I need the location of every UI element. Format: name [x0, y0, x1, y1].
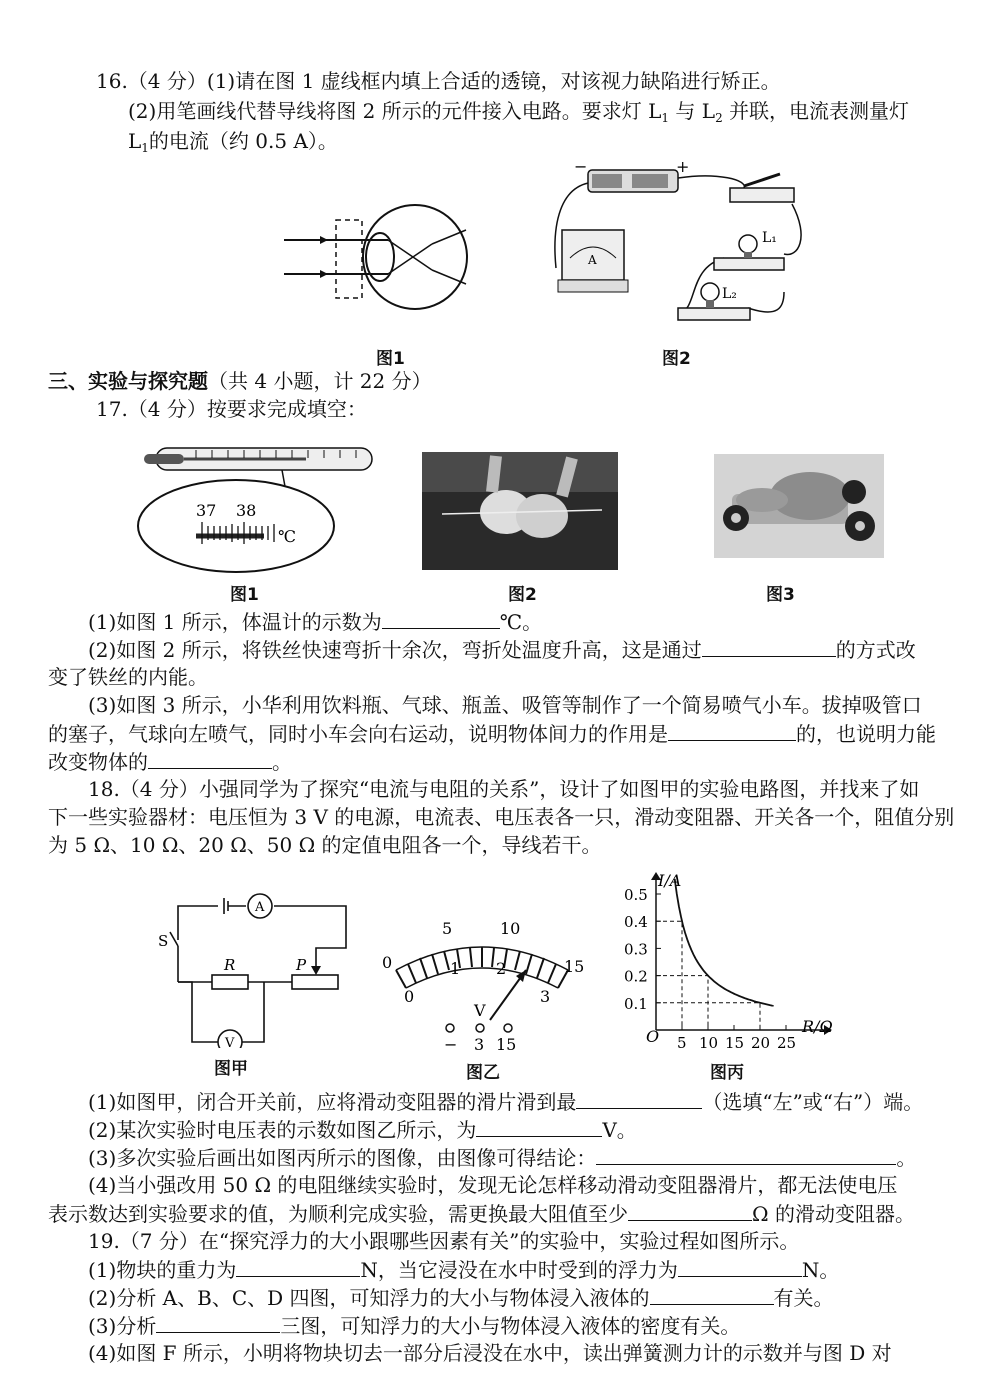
q19-p2: (2)分析 A、B、C、D 四图，可知浮力的大小与物体浸入液体的 有关。	[88, 1286, 834, 1310]
q18-blank-3[interactable]	[596, 1144, 896, 1165]
q17-p1: (1)如图 1 所示，体温计的示数为 ℃。	[88, 610, 543, 634]
terminal-15: 15	[496, 1035, 517, 1054]
ammeter	[558, 230, 628, 292]
y-tick-label: 0.4	[624, 913, 648, 932]
q17-blank-2[interactable]	[702, 636, 836, 657]
dial-upper-0: 0	[382, 953, 393, 972]
magnifier-bubble	[138, 480, 334, 572]
q17-intro: 17.（4 分）按要求完成填空：	[96, 397, 367, 421]
q19-blank-3[interactable]	[650, 1284, 774, 1305]
q18-figC-caption: 图丙	[710, 1063, 744, 1083]
q18-p2: (2)某次实验时电压表的示数如图乙所示，为 V。	[88, 1118, 637, 1142]
q19-p1: (1)物块的重力为 N，当它浸没在水中时受到的浮力为 N。	[88, 1258, 840, 1282]
lamp-l1	[714, 230, 784, 270]
data-point	[733, 993, 735, 995]
dial-lower-1: 1	[450, 959, 461, 978]
x-tick-label: 25	[777, 1034, 797, 1052]
thermometer-figure	[136, 440, 386, 580]
circuit-diagram	[156, 888, 356, 1048]
l2-label: L₂	[722, 286, 737, 302]
q17-p2: (2)如图 2 所示，将铁丝快速弯折十余次，弯折处温度升高，这是通过 的方式改	[88, 638, 916, 662]
data-point	[772, 1005, 774, 1007]
dial-lower-2: 2	[496, 959, 507, 978]
q16-fig2-caption: 图2	[662, 349, 691, 369]
dial-lower-0: 0	[404, 987, 415, 1006]
eye-diagram	[280, 200, 480, 325]
q19-blank-4[interactable]	[156, 1312, 280, 1333]
y-tick-label: 0.1	[624, 994, 648, 1013]
q19-p3: (3)分析 三图，可知浮力的大小与物体浸入液体的密度有关。	[88, 1314, 741, 1338]
chart-ylabel: I/A	[658, 871, 682, 890]
voltmeter-dial	[378, 912, 588, 1054]
bending-wire-photo	[422, 452, 618, 570]
q18-p1: (1)如图甲，闭合开关前，应将滑动变阻器的滑片滑到最 （选填“左”或“右”）端。	[88, 1090, 924, 1114]
q16-fig1-caption: 图1	[376, 349, 405, 369]
x-tick-label: 5	[677, 1034, 687, 1052]
data-point	[759, 1002, 761, 1004]
circuit-s-label: S	[158, 932, 169, 950]
circuit-a-label: A	[255, 900, 265, 915]
battery-minus: −	[574, 158, 588, 176]
circuit-components	[548, 158, 808, 326]
y-tick-label: 0.3	[624, 940, 648, 959]
q17-p3-cont: 的塞子，气球向左喷气，同时小车会向右运动，说明物体间力的作用是 的，也说明力能	[48, 722, 936, 746]
q17-p2-cont: 变了铁丝的内能。	[48, 665, 208, 689]
q17-fig2-caption: 图2	[508, 585, 537, 605]
switch[interactable]	[730, 174, 794, 202]
q19-blank-2[interactable]	[678, 1256, 802, 1277]
q18-line1: 18.（4 分）小强同学为了探究“电流与电阻的关系”，设计了如图甲的实验电路图，并找来了如	[88, 777, 920, 801]
dial-lower-3: 3	[540, 987, 551, 1006]
series-curve	[675, 879, 773, 1006]
q19-blank-1[interactable]	[236, 1256, 360, 1277]
q18-figB-caption: 图乙	[466, 1063, 500, 1083]
terminal-minus: −	[444, 1035, 458, 1054]
dial-upper-15: 15	[564, 957, 585, 976]
q17-fig1-caption: 图1	[230, 585, 259, 605]
q18-p4: (4)当小强改用 50 Ω 的电阻继续实验时，发现无论怎样移动滑动变阻器滑片，都无法使电压	[88, 1173, 898, 1197]
q18-p3: (3)多次实验后画出如图丙所示的图像，由图像可得结论： 。	[88, 1146, 917, 1170]
q17-blank-1[interactable]	[382, 608, 500, 629]
l1-label: L₁	[762, 230, 777, 246]
circuit-r-label: R	[224, 956, 236, 974]
circuit-v-label: V	[225, 1036, 235, 1048]
thermo-38: 38	[236, 501, 257, 520]
circuit-p-label: P	[296, 956, 307, 974]
q18-line3: 为 5 Ω、10 Ω、20 Ω、50 Ω 的定值电阻各一个，导线若干。	[48, 833, 602, 857]
q18-figA-caption: 图甲	[214, 1059, 248, 1079]
q19-line1: 19.（7 分）在“探究浮力的大小跟哪些因素有关”的实验中，实验过程如图所示。	[88, 1229, 800, 1253]
lens-dashed-box[interactable]	[336, 220, 362, 298]
dial-unit: V	[474, 1001, 486, 1020]
x-tick-label: 10	[699, 1034, 719, 1052]
thermo-unit: ℃	[278, 527, 296, 546]
q17-blank-4[interactable]	[148, 748, 272, 769]
q17-fig3-caption: 图3	[766, 585, 795, 605]
eyeball	[363, 205, 467, 309]
battery	[574, 158, 689, 192]
section3-heading: 三、实验与探究题（共 4 小题，计 22 分）	[48, 369, 432, 393]
q18-blank-4[interactable]	[628, 1200, 752, 1221]
ir-chart	[610, 864, 850, 1064]
q17-blank-3[interactable]	[668, 720, 796, 741]
thermo-37: 37	[196, 501, 217, 520]
data-point	[694, 957, 696, 959]
x-tick-label: 15	[725, 1034, 745, 1052]
q17-p3: (3)如图 3 所示，小华利用饮料瓶、气球、瓶盖、吸管等制作了一个简易喷气小车。拔掉吸管口	[88, 693, 922, 717]
dial-upper-5: 5	[442, 919, 453, 938]
q18-line2: 下一些实验器材：电压恒为 3 V 的电源，电流表、电压表各一只，滑动变阻器、开关各一个，阻值分别	[48, 805, 955, 829]
dial-upper-10: 10	[500, 919, 521, 938]
ammeter-label: A	[588, 253, 597, 267]
chart-xlabel: R/Ω	[802, 1017, 833, 1036]
q19-p4: (4)如图 F 所示，小明将物块切去一部分后浸没在水中，读出弹簧测力计的示数并与图 D 对	[88, 1341, 892, 1365]
y-tick-label: 0.2	[624, 967, 648, 986]
q16-line3: $L_1$的电流（约 0.5 A）。	[128, 129, 338, 155]
q16-line1: 16.（4 分）(1)请在图 1 虚线框内填上合适的透镜，对该视力缺陷进行矫正。	[96, 69, 781, 93]
chart-origin: O	[646, 1027, 660, 1046]
data-point	[707, 975, 709, 977]
q17-p3-end: 改变物体的 。	[48, 750, 292, 774]
q18-blank-1[interactable]	[576, 1088, 702, 1109]
terminal-3: 3	[474, 1035, 485, 1054]
balloon-car-photo	[714, 454, 884, 558]
q18-p4-cont: 表示数达到实验要求的值，为顺利完成实验，需更换最大阻值至少 Ω 的滑动变阻器。	[48, 1202, 915, 1226]
battery-plus: +	[676, 158, 690, 176]
q18-blank-2[interactable]	[476, 1116, 602, 1137]
x-tick-label: 20	[751, 1034, 771, 1052]
q16-line2: (2)用笔画线代替导线将图 2 所示的元件接入电路。要求灯 $L_1$ 与 $L_2$ 并联，电流表测量灯	[128, 99, 910, 125]
data-point	[681, 920, 683, 922]
lamp-l2	[678, 283, 750, 320]
y-tick-label: 0.5	[624, 886, 648, 904]
